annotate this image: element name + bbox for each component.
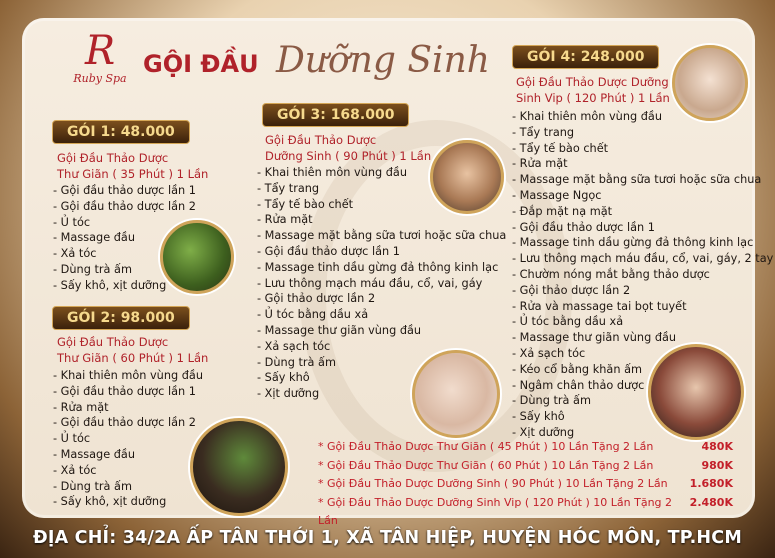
package-3-name: Gội Đầu Thảo Dược Dưỡng Sinh ( 90 Phút ) 1 Lần	[265, 133, 432, 163]
offer-text: * Gội Đầu Thảo Dược Dưỡng Sinh ( 90 Phút ) 10 Lần Tặng 2 Lần	[318, 477, 668, 490]
list-item: - Ủ tóc	[53, 431, 203, 447]
list-item: - Xả tóc	[53, 246, 196, 262]
list-item: - Lưu thông mạch máu đầu, cổ, vai, gáy	[257, 276, 506, 292]
list-item: - Khai thiên môn vùng đầu	[512, 109, 773, 125]
package-1-badge: GÓI 1: 48.000	[52, 120, 190, 144]
list-item: - Xịt dưỡng	[257, 386, 506, 402]
list-item: - Massage đầu	[53, 230, 196, 246]
list-item: - Massage thư giãn vùng đầu	[512, 330, 773, 346]
list-item: - Rửa mặt	[53, 400, 203, 416]
list-item: - Massage tinh dầu gừng đả thông kinh lạc	[512, 235, 773, 251]
list-item: - Đắp mặt nạ mặt	[512, 204, 773, 220]
list-item: - Dùng trà ấm	[512, 393, 773, 409]
list-item: - Rửa mặt	[512, 156, 773, 172]
offer-text: * Gội Đầu Thảo Dược Thư Giãn ( 60 Phút ) 10 Lần Tặng 2 Lần	[318, 458, 654, 472]
list-item: - Gội đầu thảo dược lần 1	[53, 183, 196, 199]
list-item: - Khai thiên môn vùng đầu	[53, 368, 203, 384]
list-item: - Khai thiên môn vùng đầu	[257, 165, 506, 181]
list-item: - Tẩy tế bào chết	[257, 197, 506, 213]
list-item: - Dùng trà ấm	[53, 262, 196, 278]
list-item: - Tẩy trang	[257, 181, 506, 197]
list-item: - Ngâm chân thảo dược	[512, 378, 773, 394]
list-item: - Lưu thông mạch máu đầu, cổ, vai, gáy, 2 tay	[512, 251, 773, 267]
package-2-items	[53, 368, 203, 510]
list-item: - Xịt dưỡng	[512, 425, 773, 441]
list-item: - Dùng trà ấm	[53, 479, 203, 495]
list-item: - Ủ tóc bằng dầu xả	[257, 307, 506, 323]
list-item: - Massage tinh dầu gừng đả thông kinh lạc	[257, 260, 506, 276]
list-item: - Massage mặt bằng sữa tươi hoặc sữa chua	[257, 228, 506, 244]
list-item: - Gội thảo dược lần 2	[257, 291, 506, 307]
list-item: - Chườm nóng mắt bằng thảo dược	[512, 267, 773, 283]
offer-row	[318, 457, 733, 476]
package-4-name: Gội Đầu Thảo Dược Dưỡng Sinh Vip ( 120 Phút ) 1 Lần	[516, 75, 670, 105]
head-massage-photo	[648, 344, 744, 440]
list-item: - Sấy khô, xịt dưỡng	[53, 278, 196, 294]
logo-name: Ruby Spa	[73, 72, 127, 85]
hair-wash-photo	[430, 140, 504, 214]
list-item: - Ủ tóc bằng dầu xả	[512, 314, 773, 330]
offer-text: * Gội Đầu Thảo Dược Dưỡng Sinh Vip ( 120 Phút ) 10 Lần Tặng 2 Lần	[318, 495, 673, 527]
package-1-name: Gội Đầu Thảo Dược Thư Giãn ( 35 Phút ) 1 Lần	[57, 151, 209, 181]
list-item: - Xả sạch tóc	[512, 346, 773, 362]
list-item: - Tẩy trang	[512, 125, 773, 141]
offer-price: 980K	[701, 458, 733, 472]
package-3-badge: GÓI 3: 168.000	[262, 103, 409, 127]
list-item: - Xả tóc	[53, 463, 203, 479]
list-item: - Ủ tóc	[53, 215, 196, 231]
offer-row	[318, 494, 733, 531]
list-item: - Sấy khô	[512, 409, 773, 425]
list-item: - Gội thảo dược lần 2	[512, 283, 773, 299]
facial-photo	[672, 45, 748, 121]
offer-price: 480K	[701, 440, 733, 453]
list-item: - Xả sạch tóc	[257, 339, 506, 355]
package-2-badge: GÓI 2: 98.000	[52, 306, 190, 330]
offer-price: 1.680K	[689, 477, 733, 490]
list-item: - Gội đầu thảo dược lần 2	[53, 415, 203, 431]
package-4-badge: GÓI 4: 248.000	[512, 45, 659, 69]
list-item: - Massage mặt bằng sữa tươi hoặc sữa chua	[512, 172, 773, 188]
ruby-spa-logo	[70, 30, 130, 100]
list-item: - Gội đầu thảo dược lần 1	[53, 384, 203, 400]
title-duong-sinh: Dưỡng Sinh	[276, 40, 490, 81]
list-item: - Gội đầu thảo dược lần 2	[53, 199, 196, 215]
logo-mark: R	[84, 28, 116, 74]
list-item: - Sấy khô	[257, 370, 506, 386]
list-item: - Gội đầu thảo dược lần 1	[512, 220, 773, 236]
spa-bed-photo	[190, 418, 288, 516]
combo-offers	[318, 438, 733, 531]
woman-portrait-photo	[412, 350, 500, 438]
list-item: - Kéo cổ bằng khăn ấm	[512, 362, 773, 378]
list-item: - Tẩy tế bào chết	[512, 141, 773, 157]
herbs-photo	[160, 220, 234, 294]
list-item: - Gội đầu thảo dược lần 1	[257, 244, 506, 260]
package-2-name: Gội Đầu Thảo Dược Thư Giãn ( 60 Phút ) 1 Lần	[57, 335, 209, 365]
offer-price: 2.480K	[689, 495, 733, 509]
title-goi-dau: GỘI ĐẦU	[143, 50, 259, 78]
list-item: - Rửa và massage tai bọt tuyết	[512, 299, 773, 315]
list-item: - Massage Ngọc	[512, 188, 773, 204]
offer-row	[318, 438, 733, 457]
list-item: - Dùng trà ấm	[257, 355, 506, 371]
list-item: - Rửa mặt	[257, 212, 506, 228]
offer-text: * Gội Đầu Thảo Dược Thư Giãn ( 45 Phút ) 10 Lần Tặng 2 Lần	[318, 440, 654, 453]
list-item: - Sấy khô, xịt dưỡng	[53, 494, 203, 510]
list-item: - Massage đầu	[53, 447, 203, 463]
list-item: - Massage thư giãn vùng đầu	[257, 323, 506, 339]
offer-row	[318, 475, 733, 494]
address-footer: ĐỊA CHỈ: 34/2A ẤP TÂN THỚI 1, XÃ TÂN HIỆP, HUYỆN HÓC MÔN, TP.HCM	[33, 528, 742, 548]
